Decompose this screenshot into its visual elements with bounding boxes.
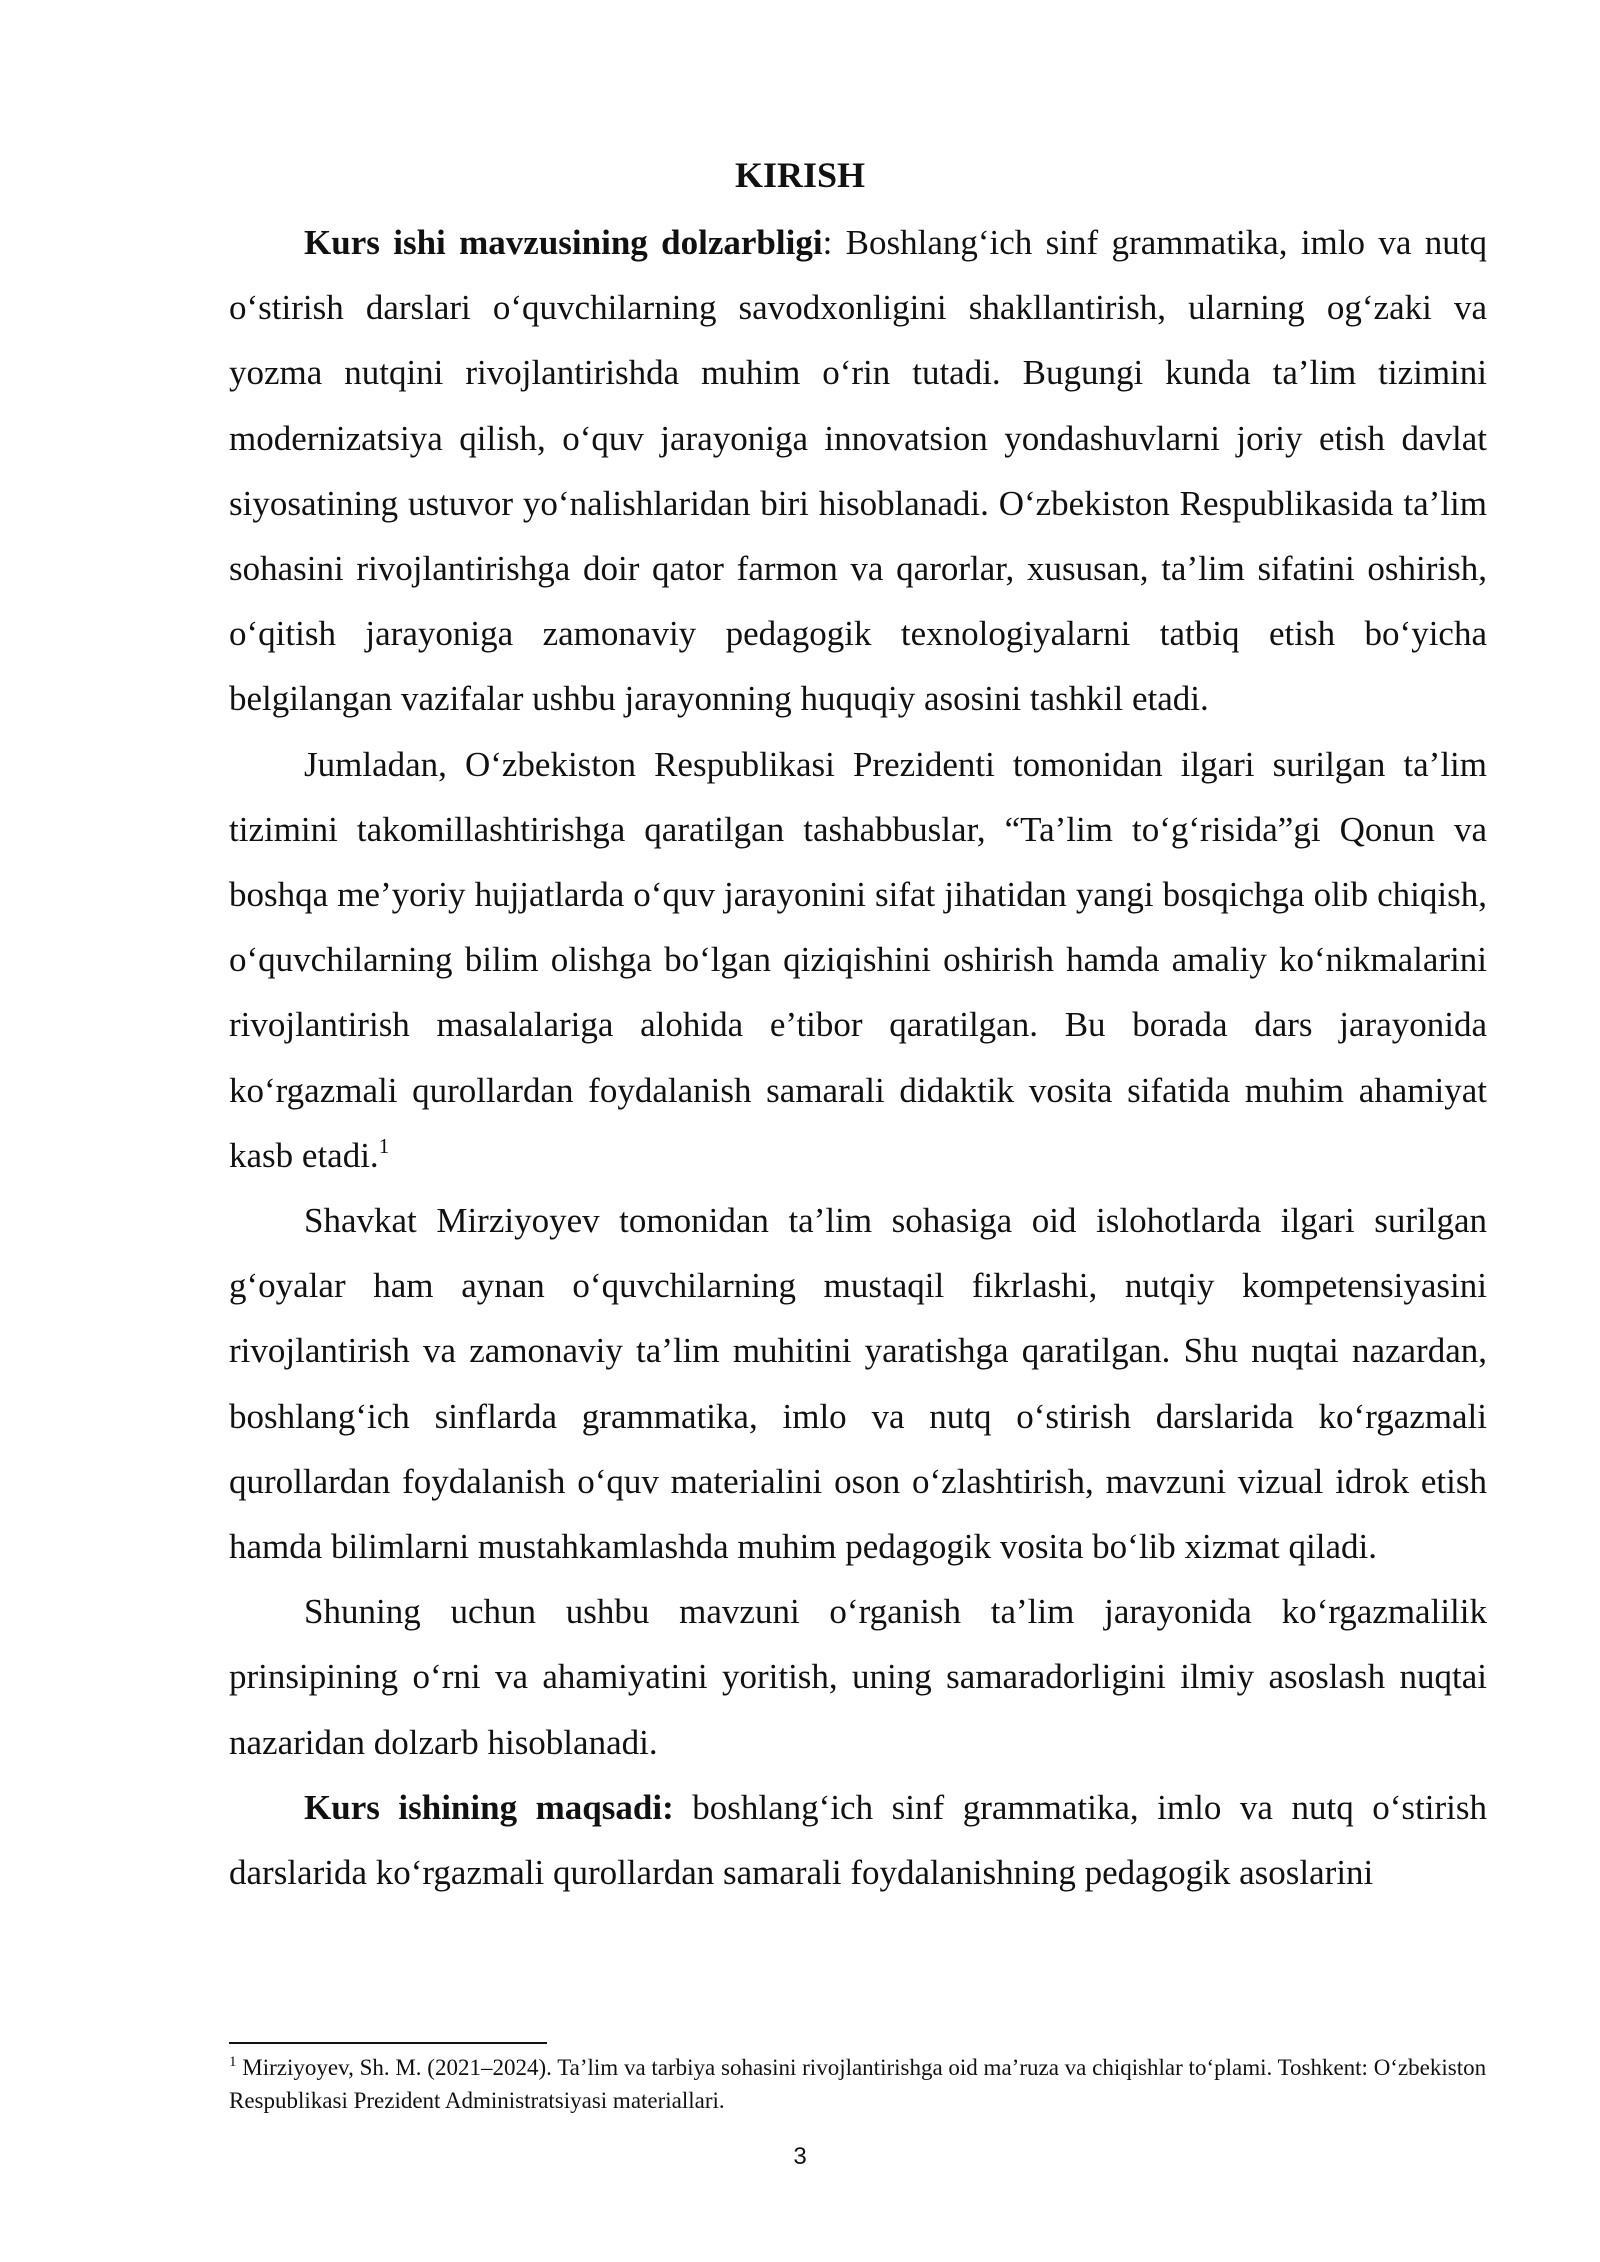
paragraph-relevance [229,210,1487,732]
section-heading: KIRISH [734,155,866,195]
paragraph-text: Shavkat Mirziyoyev tomonidan ta’lim sohasiga oid islohotlarda ilgari surilgan g‘oyalar ham aynan o‘quvchilarning mustaqil fikrlashi, nutqiy kompetensiyasini rivojlantirish va zamonaviy ta’lim muhitini yaratishga qaratilgan. Shu nuqtai nazardan, boshlang‘ich sinflarda grammatika, imlo va nutq o‘stirish darslarida ko‘rgazmali qurollardan foydalanish o‘quv materialini oson o‘zlashtirish, mavzuni vizual idrok etish hamda bilimlarni mustahkamlashda muhim pedagogik vosita bo‘lib xizmat qiladi. [229,1201,1487,1567]
footnote [229,2051,1487,2117]
footnote-text: Mirziyoyev, Sh. M. (2021–2024). Ta’lim va tarbiya sohasini rivojlantirishga oid ma’ruza va chiqishlar to‘plami. Toshkent: O‘zbekiston Respublikasi Prezident Administratsiyasi materiallari. [229,2055,1487,2113]
paragraph-lead: Kurs ishining maqsadi: [304,1787,674,1827]
footnote-reference[interactable]: 1 [378,1133,390,1158]
paragraph-lead: Kurs ishi mavzusining dolzarbligi [304,223,823,262]
footnote-marker: 1 [229,2054,237,2070]
paragraph-reforms [229,1188,1487,1579]
paragraph-text: Shuning uchun ushbu mavzuni o‘rganish ta’lim jarayonida ko‘rgazmalilik prinsipining o‘rni va ahamiyatini yoritish, uning samaradorligini ilmiy asoslash nuqtai nazaridan dolzarb hisoblanadi. [229,1592,1487,1762]
paragraph-text: : Boshlang‘ich sinf grammatika, imlo va nutq o‘stirish darslari o‘quvchilarning savodxonligini shakllantirish, ularning og‘zaki va yozma nutqini rivojlantirishda muhim o‘rin tutadi. Bugungi kunda ta’lim tizimini modernizatsiya qilish, o‘quv jarayoniga innovatsion yondashuvlarni joriy etish davlat siyosatining ustuvor yo‘nalishlaridan biri hisoblanadi. O‘zbekiston Respublikasida ta’lim sohasini rivojlantirishga doir qator farmon va qarorlar, xususan, ta’lim sifatini oshirish, o‘qitish jarayoniga zamonaviy pedagogik texnologiyalarni tatbiq etish bo‘yicha belgilangan vazifalar ushbu jarayonning huquqiy asosini tashkil etadi. [229,223,1488,719]
paragraph-goal [229,1775,1487,1905]
paragraph-text: Jumladan, O‘zbekiston Respublikasi Prezidenti tomonidan ilgari surilgan ta’lim tizimini takomillashtirishga qaratilgan tashabbuslar, “Ta’lim to‘g‘risida”gi Qonun va boshqa me’yoriy hujjatlarda o‘quv jarayonini sifat jihatidan yangi bosqichga olib chiqish, o‘quvchilarning bilim olishga bo‘lgan qiziqishini oshirish hamda amaliy ko‘nikmalarini rivojlantirish masalalariga alohida e’tibor qaratilgan. Bu borada dars jarayonida ko‘rgazmali qurollardan foydalanish samarali didaktik vosita sifatida muhim ahamiyat kasb etadi. [229,744,1487,1175]
paragraph-text: boshlang‘ich sinf grammatika, imlo va nutq o‘stirish darslarida ko‘rgazmali qurollardan samarali foydalanishning pedagogik asoslarini [229,1787,1487,1893]
paragraph-presidential-initiatives [229,732,1487,1188]
footnote-divider [229,2042,547,2044]
page-number: 3 [793,2143,807,2170]
paragraph-conclusion [229,1579,1487,1775]
body-text [229,210,1487,1905]
